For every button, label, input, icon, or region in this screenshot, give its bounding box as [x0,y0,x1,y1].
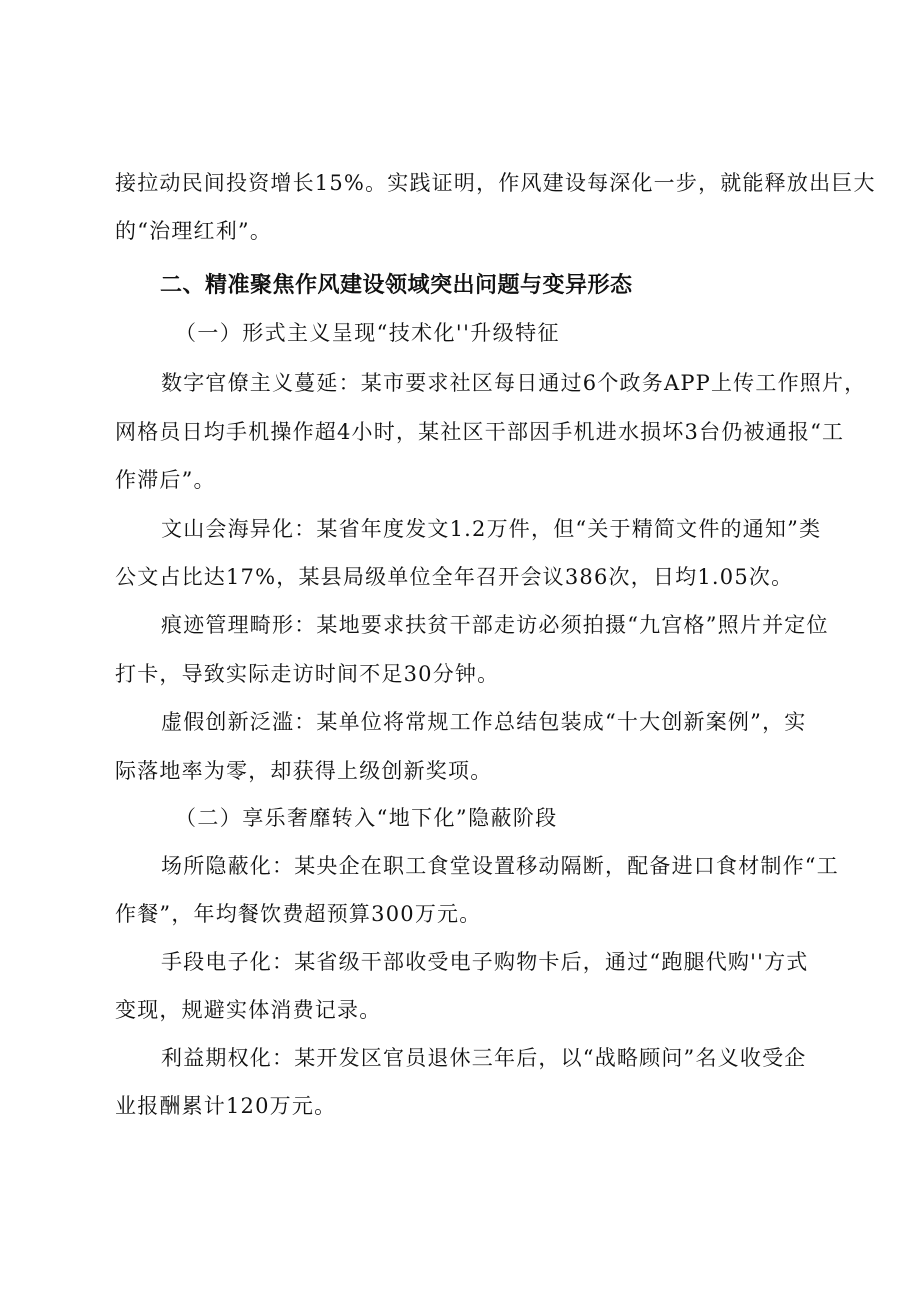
subsection-title-1: （一）形式主义呈现“技术化''升级特征 [175,321,560,345]
paragraph-digital-bureaucracy-line-1: 数字官僚主义蔓延：某市要求社区每日通过6个政务APP上传工作照片， [161,371,867,395]
paragraph-fake-innovation-line-2: 际落地率为零，却获得上级创新奖项。 [115,759,493,783]
paragraph-meetings-line-2: 公文占比达17%，某县局级单位全年召开会议386次，日均1.05次。 [115,565,794,589]
paragraph-trace-management-line-2: 打卡，导致实际走访时间不足30分钟。 [115,662,500,686]
subsection-title-2: （二）享乐奢靡转入“地下化”隐蔽阶段 [175,806,558,830]
paragraph-hidden-venues-line-2: 作餐”，年均餐饮费超预算300万元。 [115,902,482,926]
paragraph-digital-bureaucracy-line-2: 网格员日均手机操作超4小时，某社区干部因手机进水损坏3台仍被通报“工 [115,420,845,444]
paragraph-electronic-means-line-1: 手段电子化：某省级干部收受电子购物卡后，通过“跑腿代购''方式 [161,950,809,974]
paragraph-digital-bureaucracy-line-3: 作滞后”。 [115,468,216,492]
paragraph-meetings-line-1: 文山会海异化：某省年度发文1.2万件，但“关于精简文件的通知”类 [161,517,822,541]
paragraph-fake-innovation-line-1: 虚假创新泛滥：某单位将常规工作总结包装成“十大创新案例”，实 [161,710,807,734]
paragraph-intro-line-1: 接拉动民间投资增长15%。实践证明，作风建设每深化一步，就能释放出巨大 [115,171,876,195]
paragraph-electronic-means-line-2: 变现，规避实体消费记录。 [115,998,382,1022]
paragraph-deferred-benefits-line-1: 利益期权化：某开发区官员退休三年后，以“战略顾问”名义收受企 [161,1046,807,1070]
section-heading: 二、精准聚焦作风建设领域突出问题与变异形态 [160,273,633,298]
paragraph-intro-line-2: 的“治理红利”。 [115,219,273,243]
paragraph-hidden-venues-line-1: 场所隐蔽化：某央企在职工食堂设置移动隔断，配备进口食材制作“工 [161,854,839,878]
paragraph-trace-management-line-1: 痕迹管理畸形：某地要求扶贫干部走访必须拍摄“九宫格”照片并定位 [161,613,829,637]
paragraph-deferred-benefits-line-2: 业报酬累计120万元。 [115,1094,337,1118]
